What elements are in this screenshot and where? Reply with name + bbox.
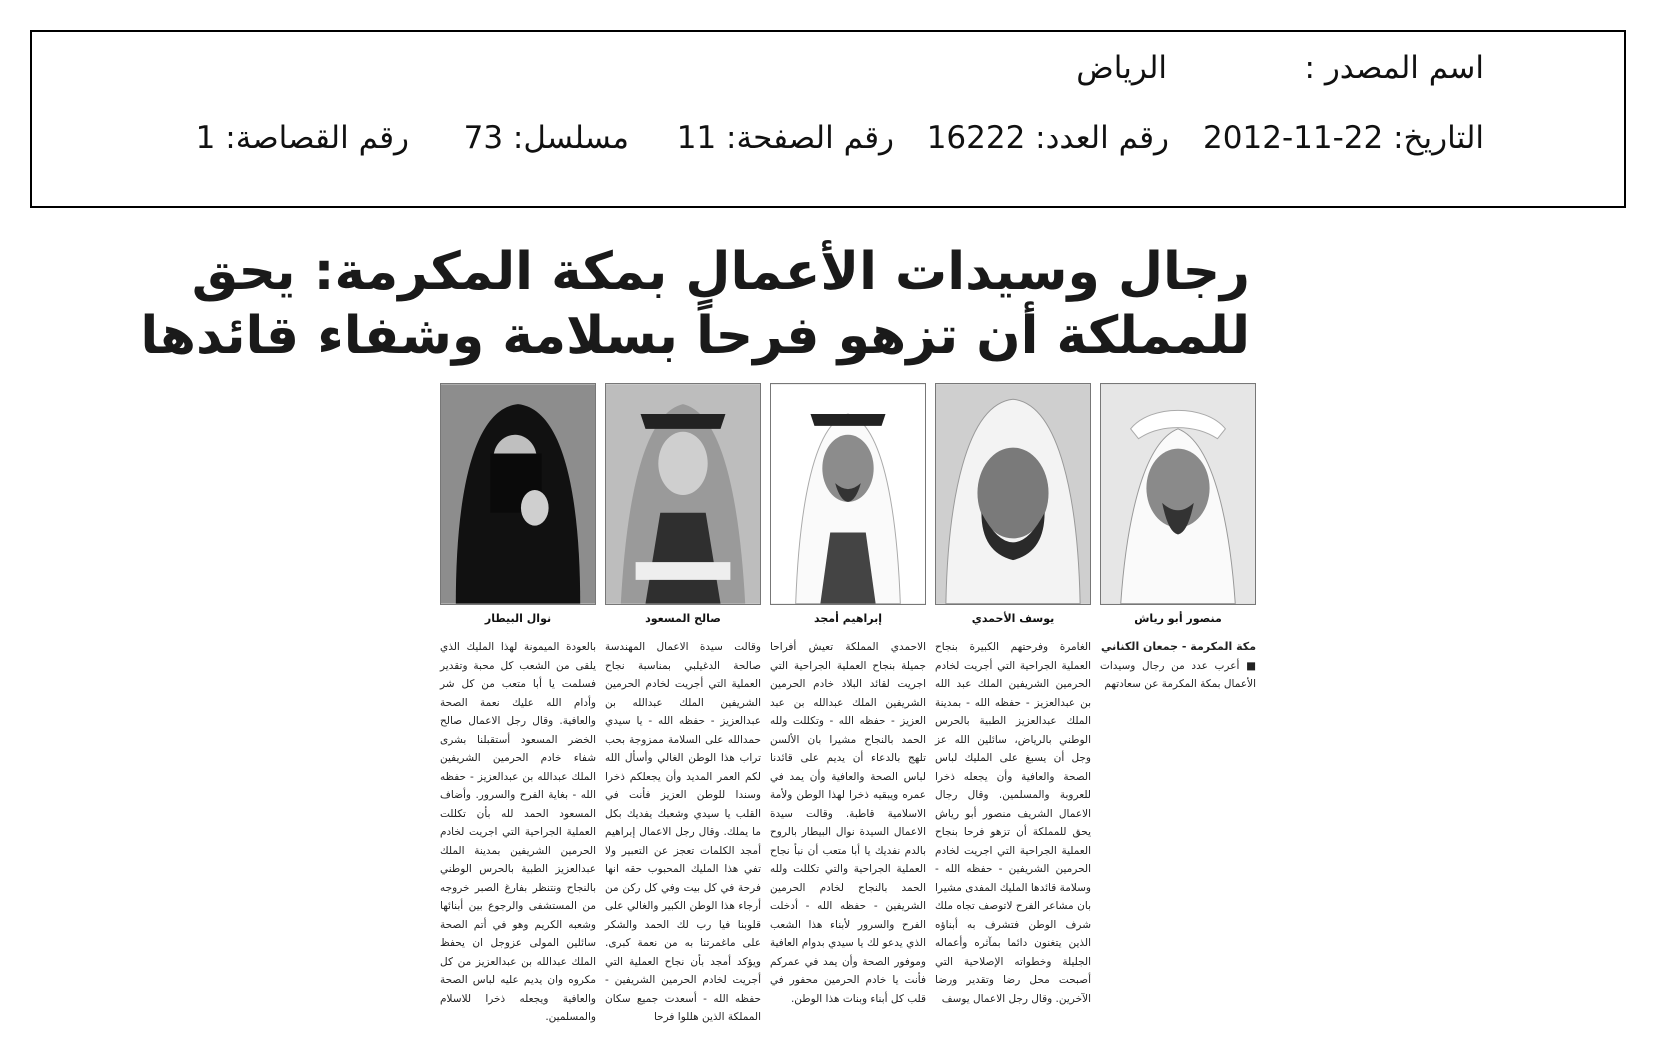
source-value: الرياض [1076,50,1167,86]
newspaper-clipping [140,240,1260,1060]
caption-saleh-almasoud: صالح المسعود [645,612,721,625]
byline: مكة المكرمة - جمعان الكناني [1101,640,1256,653]
caption-ibrahim-amjad: إبراهيم أمجد [814,612,882,625]
serial-number: مسلسل: 73 [463,120,629,156]
page-number: رقم الصفحة: 11 [676,120,894,156]
clipping-header [30,30,1626,208]
headline-line-2: للمملكة أن تزهو فرحاً بسلامة وشفاء قائدها [140,306,1250,366]
article-column-3: الاحمدي المملكة تعيش أفراحا جميلة بنجاح العملية الجراحية التي اجريت لقائد البلاد خادم الحرمين الشريفين الملك عبدالله بن عبد العزيز - حفظه الله - وتكللت ولله الحمد بالنجاح مشيرا بان الألسن تلهج بالدعاء أن يديم على قائدنا لباس الصحة والعافية وأن يمد في عمره ويبقيه ذخرا لهذا الوطن ولأمة الاسلامية قاطبة. وقالت سيدة الاعمال السيدة نوال البيطار بالروح بالدم نفديك يا أبا متعب أن نبأ نجاح العملية الجراحية والتي تكللت ولله الحمد بالنجاح لخادم الحرمين الشريفين - حفظه الله - أدخلت الفرح والسرور لأبناء هذا الشعب الذي يدعو لك يا سيدي بدوام العافية وموفور الصحة وأن يمد في عمركم فأنت يا خادم الحرمين محفور في قلب كل أبناء وبنات هذا الوطن. [770,641,926,1005]
article-column-1 [1100,638,1256,694]
column-text-1: ■ أعرب عدد من رجال وسيدات الأعمال بمكة المكرمة عن سعادتهم [1100,659,1256,690]
clip-number: رقم القصاصة: 1 [195,120,409,156]
photo-ibrahim-amjad [770,383,926,605]
source-label: اسم المصدر : [1304,50,1484,86]
photo-nawal-albitar [440,383,596,605]
photo-mansour-abu-riyash [1100,383,1256,605]
caption-mansour-abu-riyash: منصور أبو رياش [1134,612,1222,625]
issue-number: رقم العدد: 16222 [926,120,1169,156]
caption-nawal-albitar: نوال البيطار [484,612,552,625]
photo-yousef-alahmadi [935,383,1091,605]
photo-saleh-almasoud [605,383,761,605]
caption-yousef-alahmadi: يوسف الأحمدي [971,612,1055,625]
article-column-4: وقالت سيدة الاعمال المهندسة صالحة الدغيلبي بمناسبة نجاح العملية التي أجريت لخادم الحرمين الشريفين الملك عبدالله بن عبدالعزيز - حفظه الله - يا سيدي حمدالله على السلامة ممزوجة بحب تراب هذا الوطن الغالي وأسأل الله لكم العمر المديد وأن يجعلكم ذخرا وسندا للوطن العزيز فأنت في القلب يا سيدي وشعبك يفديك بكل ما يملك. وقال رجل الاعمال إبراهيم أمجد الكلمات تعجز عن التعبير ولا تفي هذا المليك المحبوب حقه انها فرحة في كل بيت وفي كل ركن من أرجاء هذا الوطن الكبير والغالي على قلوبنا فيا رب لك الحمد والشكر على ماغمرتنا به من نعمة كبرى. ويؤكد أمجد بأن نجاح العملية التي أجريت لخادم الحرمين الشريفين - حفظه الله - أسعدت جميع سكان المملكة الذين هللوا فرحا [605,641,761,1023]
headline-line-1: رجال وسيدات الأعمال بمكة المكرمة: يحق [191,242,1250,302]
article-column-5: بالعودة الميمونة لهذا المليك الذي يلقى من الشعب كل محبة وتقدير فسلمت يا أبا متعب من كل شر وأدام الله عليك نعمة الصحة والعافية. وقال رجل الاعمال صالح الخضر المسعود أستقبلنا بشرى شفاء خادم الحرمين الشريفين الملك عبدالله بن عبدالعزيز - حفظه الله - بغاية الفرح والسرور. وأضاف المسعود الحمد لله بأن تكللت العملية الجراحية التي اجريت لخادم الحرمين الشريفين بمدينة الملك عبدالعزيز الطبية بالحرس الوطني بالنجاح ونتنظر بفارغ الصبر خروجه من المستشفى والرجوع بين أبنائها وشعبه الكريم وهو في أتم الصحة سائلين المولى عزوجل ان يحفظ الملك عبدالله بن عبدالعزيز من كل مكروه وان يديم عليه لباس الصحة والعافية ويجعله ذخرا للاسلام والمسلمين. [440,641,596,1023]
date-field: التاريخ: 22-11-2012 [1203,120,1484,156]
article-column-2: الغامرة وفرحتهم الكبيرة بنجاح العملية الجراحية التي أجريت لخادم الحرمين الشريفين الملك عبد الله بن عبدالعزيز - حفظه الله - بمدينة الملك عبدالعزيز الطبية بالحرس الوطني بالرياض، سائلين الله عز وجل أن يسبغ على المليك لباس الصحة والعافية وأن يجعله ذخرا للعروبة والمسلمين. وقال رجال الاعمال الشريف منصور أبو رياش يحق للمملكة أن تزهو فرحا بنجاح العملية الجراحية التي اجريت لخادم الحرمين الشريفين - حفظه الله - وسلامة قائدها المليك المفدى مشيرا بان مشاعر الفرح لاتوصف تجاه ملك شرف الوطن فتشرف به أبناؤه الذين يتغنون دائما بمآثره وأعماله الجليلة وخطواته الإصلاحية التي أصبحت محل رضا وتقدير ورضا الآخرين. وقال رجل الاعمال يوسف [935,641,1091,1005]
